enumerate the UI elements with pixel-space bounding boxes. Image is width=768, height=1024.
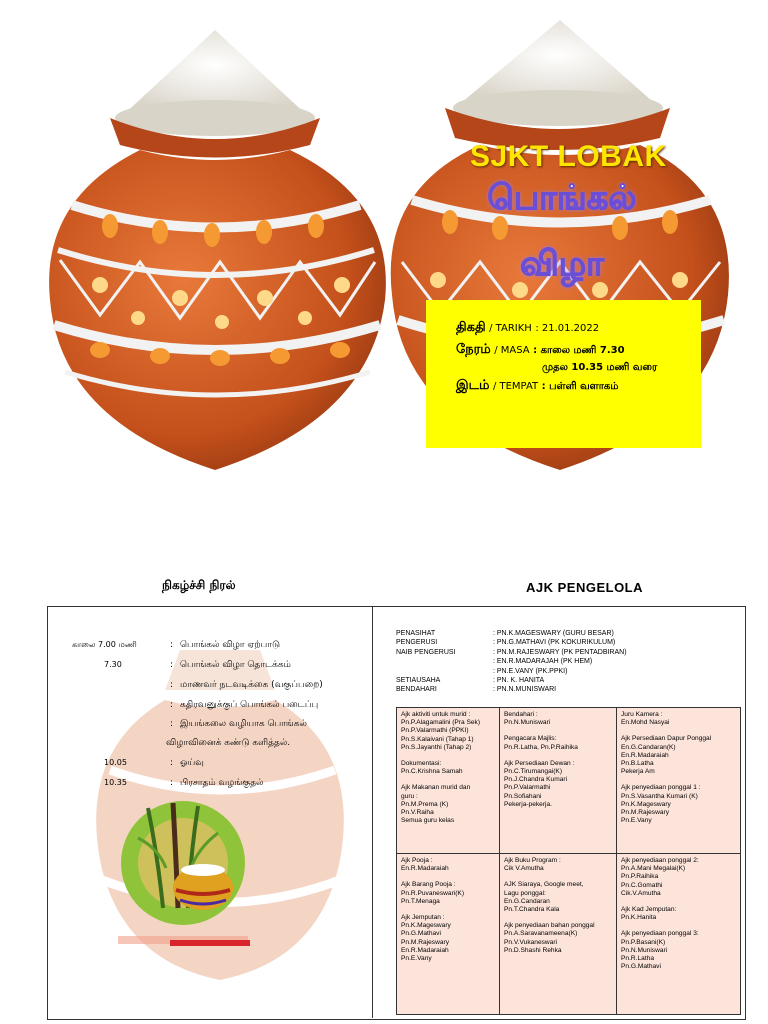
red-band (170, 940, 250, 946)
committee-line: En.R.Madaraiah (401, 865, 449, 873)
time-value-end: முதல 10.35 மணி வரை (542, 362, 658, 373)
committee-line: Pn.K.Mageswary (621, 800, 671, 808)
committee-line: Ajk Barang Pooja : (401, 881, 456, 889)
committee-line: Pengacara Majlis: (504, 735, 557, 743)
programme-heading: நிகழ்ச்சி நிரல் (162, 578, 236, 592)
committee-line: Pn.S.Jayanthi (Tahap 2) (401, 743, 472, 751)
committee-line: Pekerja Am (621, 768, 655, 776)
committee-line: En.G.Candaran (504, 897, 550, 905)
grid-cell-c2r1 (500, 708, 617, 854)
committee-heading: AJK PENGELOLA (526, 580, 644, 595)
committee-line: Dokumentasi: (401, 760, 442, 768)
programme-colon: : (170, 680, 174, 690)
programme-time: காலை 7.00 மணி (72, 640, 137, 649)
committee-line: Pn.T.Menaga (401, 897, 440, 905)
committee-line: Pn.V.Raiha (401, 809, 434, 817)
committee-role: SETIAUSAHA (396, 677, 441, 684)
grid-cell-c1r1 (397, 708, 500, 854)
committee-line: Pn.S.Vasantha Kumari (K) (621, 792, 698, 800)
committee-line (504, 727, 612, 735)
time-label-ms: / MASA (494, 345, 530, 356)
programme-item: கதிரவனுக்குப் பொங்கல் படைப்பு (180, 700, 319, 710)
committee-line: guru : (401, 792, 418, 800)
date-value: : 21.01.2022 (535, 323, 600, 334)
programme-colon: : (170, 660, 174, 670)
programme-colon: : (170, 778, 174, 788)
committee-member: : PN.G.MATHAVI (PK KOKURIKULUM) (493, 639, 616, 647)
committee-member: : PN.E.VANY (PK.PPKI) (493, 667, 568, 675)
committee-line: Ajk penyediaan ponggal 3: (621, 930, 699, 938)
committee-line: Ajk penyediaan bahan ponggal (504, 922, 595, 930)
committee-line: Pn.T.Chandra Kala (504, 906, 560, 914)
programme-colon: : (170, 719, 174, 729)
committee-line: Pn.M.Rajeswary (621, 809, 670, 817)
committee-line: Pn.S.Kalaivani (Tahap 1) (401, 735, 474, 743)
grid-cell-c1r2 (397, 854, 500, 1014)
committee-line: Pn.N.Muniswari (504, 719, 551, 727)
committee-line: Pn.P.Basani(K) (621, 938, 666, 946)
column-divider (372, 607, 373, 1018)
committee-line: Ajk Makanan murid dan (401, 784, 471, 792)
programme-colon: : (170, 640, 174, 650)
committee-line (401, 873, 495, 881)
programme-time: 10.05 (104, 758, 127, 767)
school-name: SJKT LOBAK (470, 140, 667, 173)
programme-item: மாணவர் நடவடிக்கை (வகுப்பறை) (180, 680, 323, 690)
committee-line: Pn.R.Puvaneswari(K) (401, 889, 465, 897)
committee-line (401, 752, 495, 760)
committee-line (621, 922, 736, 930)
committee-line (504, 873, 612, 881)
committee-line: Pn.A.Mani Megalai(K) (621, 865, 686, 873)
event-details-box (426, 300, 701, 448)
programme-item: பிரசாதம் வழங்குதல் (180, 778, 264, 788)
pongal-pot-icon (118, 798, 248, 928)
programme-item: விழாவினைக் கண்டு களித்தல். (166, 738, 291, 748)
committee-line: Pn.K.Hanita (621, 914, 657, 922)
committee-line (621, 898, 736, 906)
place-label-ms: / TEMPAT (492, 381, 539, 392)
event-title-line1: பொங்கல் (487, 178, 637, 218)
programme-time: 7.30 (104, 660, 122, 669)
committee-line: Pn.A.Saravanameena(K) (504, 930, 578, 938)
committee-line: Pn.N.Muniswari (621, 946, 668, 954)
committee-line: Pn.P.Alagamalini (Pra Sek) (401, 719, 481, 727)
committee-line: En.R.Madaraiah (401, 946, 449, 954)
committee-role: NAIB PENGERUSI (396, 648, 456, 656)
programme-item: பொங்கல் விழா தொடக்கம் (180, 660, 291, 670)
committee-line: AJK Siaraya, Google meet, (504, 881, 584, 889)
grid-cell-c2r2 (500, 854, 617, 1014)
committee-line: Pn.B.Latha (621, 760, 654, 768)
committee-line (504, 752, 612, 760)
grid-cell-c3r2 (617, 854, 740, 1014)
committee-line: Ajk Buku Program : (504, 857, 561, 864)
committee-line: Juru Kamera : (621, 711, 663, 718)
committee-line: Ajk Pooja : (401, 857, 433, 864)
committee-line: En.R.Madaraiah (621, 751, 669, 759)
committee-line: Bendahari : (504, 711, 538, 718)
programme-item: பொங்கல் விழா ஏற்பாடு (180, 640, 280, 650)
committee-line (401, 776, 495, 784)
committee-line: Pn.C.Tirumangai(K) (504, 768, 563, 776)
committee-member: : EN.R.MADARAJAH (PK HEM) (493, 658, 593, 666)
event-title-line2: விழா (520, 244, 604, 284)
committee-line (401, 906, 495, 914)
committee-role: BENDAHARI (396, 686, 437, 694)
committee-line: Pn.V.Vukaneswari (504, 938, 558, 946)
committee-member: : PN.N.MUNISWARI (493, 686, 557, 694)
committee-line: Cik.V.Amutha (621, 889, 661, 897)
programme-item: இயங்கலை வழியாக பொங்கல் (180, 719, 307, 729)
committee-line: Pn.C.Gomathi (621, 881, 663, 889)
committee-line: Pn.C.Krishna Samah (401, 768, 463, 776)
committee-line: Lagu ponggal: (504, 889, 546, 897)
time-value: : காலை மணி 7.30 (533, 345, 625, 356)
committee-line: Semua guru kelas (401, 817, 455, 825)
committee-line: Pn.P.Valarmathi (PPKI) (401, 727, 469, 735)
committee-line: Cik V.Amutha (504, 865, 544, 873)
committee-role: PENASIHAT (396, 630, 436, 637)
committee-line (621, 727, 736, 735)
committee-line: Pekerja-pekerja. (504, 800, 553, 808)
committee-line: Ajk penyediaan ponggal 2: (621, 857, 699, 864)
committee-member: : PN.K.MAGESWARY (GURU BESAR) (493, 630, 614, 637)
committee-grid (396, 707, 741, 1015)
programme-colon: : (170, 700, 174, 710)
committee-line: Ajk Persediaan Dapur Ponggal (621, 735, 712, 743)
committee-line: Ajk Jemputan : (401, 914, 445, 922)
place-label-ta: இடம் (456, 378, 490, 393)
pot-left (49, 30, 386, 470)
committee-line: Pn.R.Latha, Pn.P.Raihika (504, 743, 578, 751)
committee-line: En.Mohd Nasyai (621, 719, 670, 727)
committee-member: : PN. K. HANITA (493, 677, 545, 684)
committee-line: Ajk Persediaan Dewan : (504, 759, 575, 767)
committee-line: Ajk penyediaan ponggal 1 : (621, 784, 701, 792)
committee-line: En.G.Candaran(K) (621, 743, 676, 751)
committee-line: Pn.M.Rajeswary (401, 938, 450, 946)
committee-line: Pn.E.Vany (401, 955, 432, 963)
committee-line: Pn.G.Mathavi (401, 930, 441, 938)
committee-line: Pn.M.Prema (K) (401, 800, 449, 808)
committee-member: : PN.M.RAJESWARY (PK PENTADBIRAN) (493, 648, 627, 656)
committee-line: Pn.D.Shashi Rehka (504, 946, 562, 954)
committee-line (621, 776, 736, 784)
committee-line: Pn.K.Mageswary (401, 922, 451, 930)
committee-line: Pn.P.Valarmathi (504, 784, 551, 792)
committee-line: Pn.R.Latha (621, 955, 654, 963)
place-value: : பள்ளி வளாகம் (541, 381, 619, 392)
committee-role: PENGERUSI (396, 639, 438, 647)
programme-colon: : (170, 758, 174, 768)
grid-cell-c3r1 (617, 708, 740, 854)
committee-line: Ajk aktiviti untuk murid : (401, 711, 471, 718)
committee-line: Pn.Sofiahani (504, 792, 542, 800)
programme-time: 10.35 (104, 778, 127, 787)
committee-line: Pn.E.Vany (621, 817, 652, 825)
programme-item: ஓய்வு (180, 758, 204, 768)
time-label-ta: நேரம் (456, 342, 491, 357)
committee-line: Pn.G.Mathavi (621, 963, 661, 971)
date-label-ms: / TARIKH (489, 323, 532, 334)
date-label-ta: திகதி (456, 320, 486, 335)
committee-line: Pn.J.Chandra Kumari (504, 776, 568, 784)
committee-line (504, 914, 612, 922)
committee-line: Pn.P.Raihika (621, 873, 659, 881)
committee-line: Ajk Kad Jemputan: (621, 906, 677, 914)
